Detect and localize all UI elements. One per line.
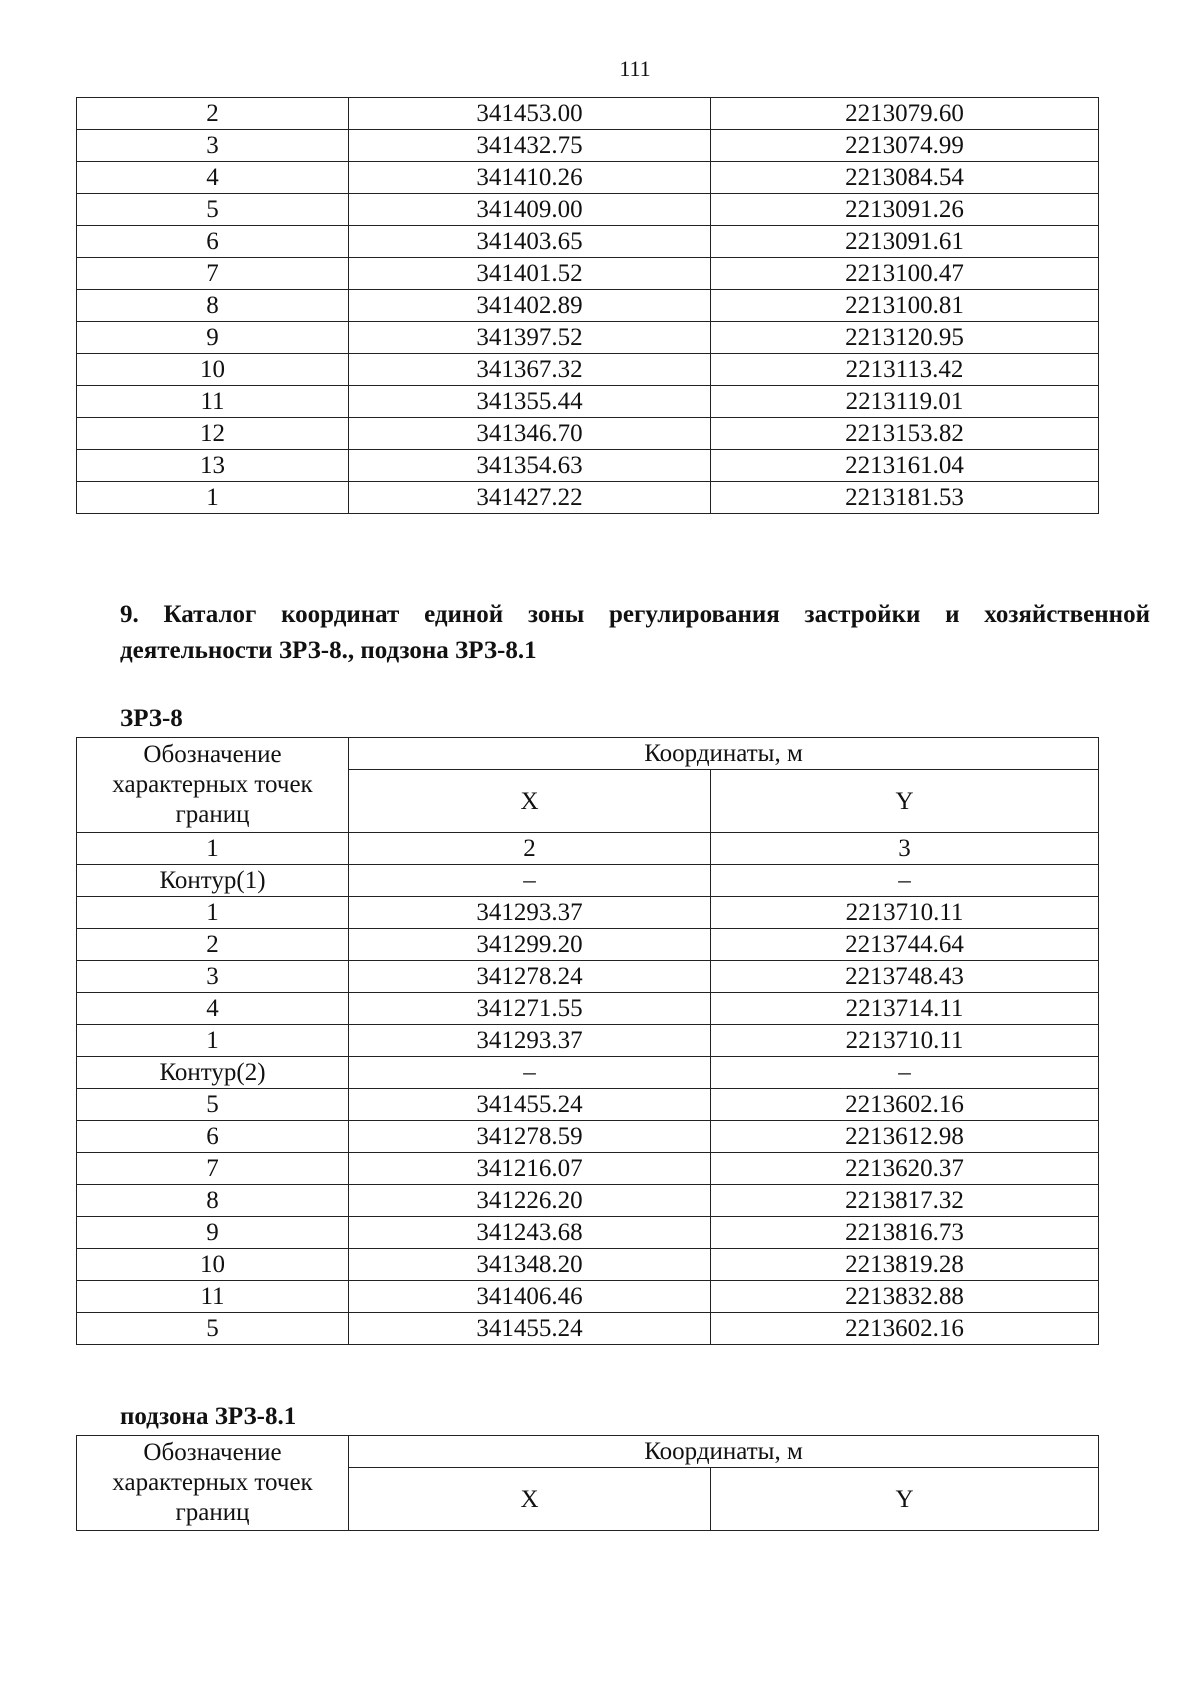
x-coordinate-cell: 341293.37	[349, 1025, 711, 1057]
table-row	[77, 897, 1099, 929]
x-coordinate-cell: 341271.55	[349, 993, 711, 1025]
point-id-cell: Контур(1)	[77, 865, 349, 897]
table-caption-subzone: подзона ЗРЗ-8.1	[120, 1403, 297, 1430]
x-coordinate-cell: 341355.44	[349, 386, 711, 418]
x-coordinate-cell: 341410.26	[349, 162, 711, 194]
table-row	[77, 1313, 1099, 1345]
y-coordinate-cell: 2213100.47	[711, 258, 1099, 290]
point-id-cell: 5	[77, 194, 349, 226]
y-coordinate-cell: 2213744.64	[711, 929, 1099, 961]
x-coordinate-cell: 341367.32	[349, 354, 711, 386]
coordinates-table-subzone	[76, 1435, 1099, 1531]
table-row	[77, 258, 1099, 290]
point-id-cell: 8	[77, 1185, 349, 1217]
point-id-cell: 4	[77, 162, 349, 194]
y-coordinate-cell: 2213091.61	[711, 226, 1099, 258]
table-row	[77, 226, 1099, 258]
point-id-cell: 1	[77, 897, 349, 929]
point-id-cell: 3	[77, 130, 349, 162]
coordinates-table-zrz8	[76, 737, 1099, 1345]
table-row	[77, 1089, 1099, 1121]
x-coordinate-cell: 341216.07	[349, 1153, 711, 1185]
x-coordinate-cell: 341455.24	[349, 1313, 711, 1345]
x-coordinate-cell: 341406.46	[349, 1281, 711, 1313]
x-coordinate-cell: 341348.20	[349, 1249, 711, 1281]
table-row	[77, 322, 1099, 354]
point-id-cell: 2	[77, 98, 349, 130]
x-coordinate-cell: –	[349, 865, 711, 897]
header-coordinates: Координаты, м	[349, 738, 1099, 770]
point-id-cell: 10	[77, 1249, 349, 1281]
y-coordinate-cell: 2213181.53	[711, 482, 1099, 514]
x-coordinate-cell: 341278.59	[349, 1121, 711, 1153]
x-coordinate-cell: 341293.37	[349, 897, 711, 929]
point-id-cell: 10	[77, 354, 349, 386]
point-id-cell: 5	[77, 1313, 349, 1345]
header-y: Y	[711, 770, 1099, 833]
point-id-cell: Контур(2)	[77, 1057, 349, 1089]
table-row	[77, 482, 1099, 514]
table-row	[77, 290, 1099, 322]
point-id-cell: 11	[77, 1281, 349, 1313]
header-x: X	[349, 1468, 711, 1531]
page-number: 111	[619, 56, 651, 81]
x-coordinate-cell: 341401.52	[349, 258, 711, 290]
point-id-cell: 6	[77, 1121, 349, 1153]
header-points: Обозначение характерных точек границ	[77, 1436, 349, 1531]
point-id-cell: 5	[77, 1089, 349, 1121]
point-id-cell: 11	[77, 386, 349, 418]
y-coordinate-cell: 2213119.01	[711, 386, 1099, 418]
table-row	[77, 1153, 1099, 1185]
point-id-cell: 12	[77, 418, 349, 450]
point-id-cell: 2	[77, 929, 349, 961]
header-row	[77, 1436, 1099, 1468]
y-coordinate-cell: 2213612.98	[711, 1121, 1099, 1153]
table-row	[77, 418, 1099, 450]
x-coordinate-cell: 341243.68	[349, 1217, 711, 1249]
x-coordinate-cell: 341278.24	[349, 961, 711, 993]
table-row	[77, 865, 1099, 897]
table-row	[77, 929, 1099, 961]
x-coordinate-cell: 341403.65	[349, 226, 711, 258]
point-id-cell: 1	[77, 482, 349, 514]
point-id-cell: 8	[77, 290, 349, 322]
y-coordinate-cell: 2213714.11	[711, 993, 1099, 1025]
point-id-cell: 6	[77, 226, 349, 258]
y-coordinate-cell: –	[711, 1057, 1099, 1089]
point-id-cell: 4	[77, 993, 349, 1025]
table-row	[77, 1281, 1099, 1313]
header-row	[77, 738, 1099, 770]
table-row	[77, 450, 1099, 482]
y-coordinate-cell: 2213710.11	[711, 1025, 1099, 1057]
y-coordinate-cell: 2213120.95	[711, 322, 1099, 354]
y-coordinate-cell: 2213710.11	[711, 897, 1099, 929]
column-number: 2	[349, 833, 711, 865]
table-row	[77, 961, 1099, 993]
column-number-row	[77, 833, 1099, 865]
y-coordinate-cell: 2213100.81	[711, 290, 1099, 322]
y-coordinate-cell: 2213161.04	[711, 450, 1099, 482]
y-coordinate-cell: 2213819.28	[711, 1249, 1099, 1281]
table-row	[77, 1249, 1099, 1281]
table-row	[77, 162, 1099, 194]
y-coordinate-cell: 2213079.60	[711, 98, 1099, 130]
header-x: X	[349, 770, 711, 833]
table-row	[77, 386, 1099, 418]
table-row	[77, 130, 1099, 162]
x-coordinate-cell: –	[349, 1057, 711, 1089]
point-id-cell: 1	[77, 1025, 349, 1057]
x-coordinate-cell: 341453.00	[349, 98, 711, 130]
y-coordinate-cell: 2213748.43	[711, 961, 1099, 993]
table-row	[77, 194, 1099, 226]
table-row	[77, 1217, 1099, 1249]
y-coordinate-cell: 2213620.37	[711, 1153, 1099, 1185]
x-coordinate-cell: 341432.75	[349, 130, 711, 162]
column-number: 1	[77, 833, 349, 865]
table-body	[77, 865, 1099, 1345]
x-coordinate-cell: 341409.00	[349, 194, 711, 226]
x-coordinate-cell: 341299.20	[349, 929, 711, 961]
y-coordinate-cell: 2213817.32	[711, 1185, 1099, 1217]
y-coordinate-cell: 2213832.88	[711, 1281, 1099, 1313]
x-coordinate-cell: 341402.89	[349, 290, 711, 322]
table-row	[77, 993, 1099, 1025]
y-coordinate-cell: 2213153.82	[711, 418, 1099, 450]
coordinates-table-continued	[76, 97, 1099, 514]
section-heading: 9. Каталог координат единой зоны регулирования застройки и хозяйственной деятельности ЗРЗ-8., подзона ЗРЗ-8.1	[120, 601, 1150, 664]
y-coordinate-cell: 2213113.42	[711, 354, 1099, 386]
x-coordinate-cell: 341226.20	[349, 1185, 711, 1217]
column-number: 3	[711, 833, 1099, 865]
point-id-cell: 3	[77, 961, 349, 993]
y-coordinate-cell: –	[711, 865, 1099, 897]
table-caption-zrz8: ЗРЗ-8	[120, 705, 183, 732]
table-row	[77, 1121, 1099, 1153]
x-coordinate-cell: 341455.24	[349, 1089, 711, 1121]
x-coordinate-cell: 341427.22	[349, 482, 711, 514]
y-coordinate-cell: 2213074.99	[711, 130, 1099, 162]
table-body	[77, 98, 1099, 514]
point-id-cell: 7	[77, 258, 349, 290]
y-coordinate-cell: 2213816.73	[711, 1217, 1099, 1249]
table-row	[77, 1025, 1099, 1057]
table-row	[77, 98, 1099, 130]
y-coordinate-cell: 2213602.16	[711, 1089, 1099, 1121]
table-row	[77, 354, 1099, 386]
header-y: Y	[711, 1468, 1099, 1531]
header-coordinates: Координаты, м	[349, 1436, 1099, 1468]
point-id-cell: 9	[77, 322, 349, 354]
x-coordinate-cell: 341346.70	[349, 418, 711, 450]
table-row	[77, 1057, 1099, 1089]
y-coordinate-cell: 2213602.16	[711, 1313, 1099, 1345]
header-points: Обозначение характерных точек границ	[77, 738, 349, 833]
x-coordinate-cell: 341354.63	[349, 450, 711, 482]
point-id-cell: 7	[77, 1153, 349, 1185]
x-coordinate-cell: 341397.52	[349, 322, 711, 354]
table-row	[77, 1185, 1099, 1217]
y-coordinate-cell: 2213091.26	[711, 194, 1099, 226]
point-id-cell: 9	[77, 1217, 349, 1249]
y-coordinate-cell: 2213084.54	[711, 162, 1099, 194]
point-id-cell: 13	[77, 450, 349, 482]
